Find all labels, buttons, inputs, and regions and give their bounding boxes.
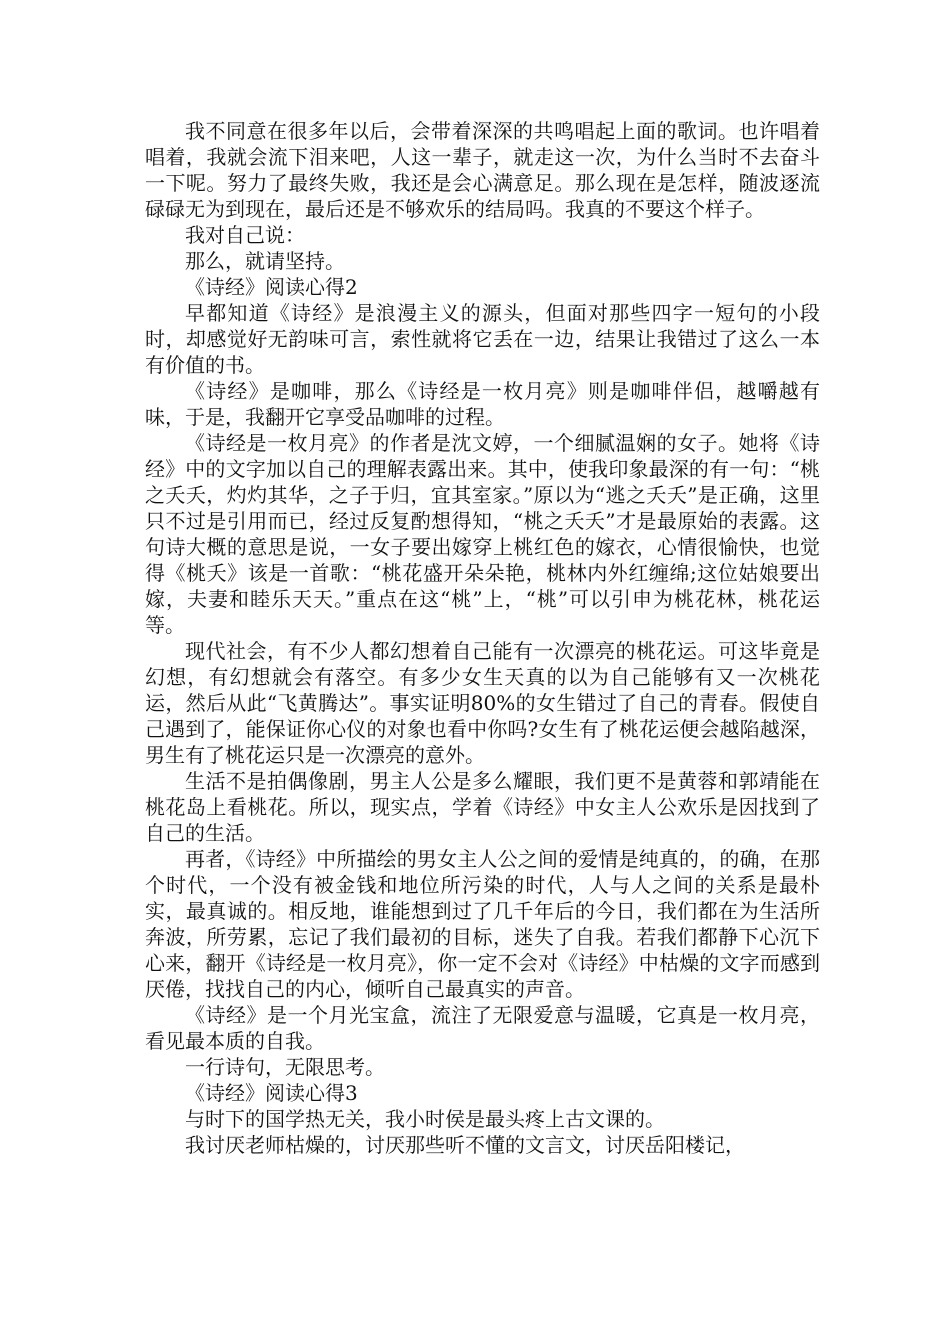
paragraph: 我不同意在很多年以后，会带着深深的共鸣唱起上面的歌词。也许唱着唱着，我就会流下泪来吧，人这一辈子，就走这一次，为什么当时不去奋斗一下呢。努力了最终失败，我还是会心满意足。那么现在是怎样，随波逐流碌碌无为到现在，最后还是不够欢乐的结局吗。我真的不要这个样子。 xyxy=(145,119,820,221)
paragraph: 生活不是拍偶像剧，男主人公是多么耀眼，我们更不是黄蓉和郭靖能在桃花岛上看桃花。所以，现实点，学着《诗经》中女主人公欢乐是因找到了自己的生活。 xyxy=(145,769,820,845)
paragraph: 再者，《诗经》中所描绘的男女主人公之间的爱情是纯真的，的确，在那个时代，一个没有被金钱和地位所污染的时代，人与人之间的关系是最朴实，最真诚的。相反地，谁能想到过了几千年后的今日，我们都在为生活所奔波，所劳累，忘记了我们最初的目标，迷失了自我。若我们都静下心沉下心来，翻开《诗经是一枚月亮》，你一定不会对《诗经》中枯燥的文字而感到厌倦，找找自己的内心，倾听自己最真实的声音。 xyxy=(145,847,820,1001)
section-heading: 《诗经》阅读心得2 xyxy=(185,275,358,299)
paragraph: 《诗经》是一个月光宝盒，流注了无限爱意与温暖，它真是一枚月亮，看见最本质的自我。 xyxy=(145,1003,820,1053)
paragraph: 现代社会，有不少人都幻想着自己能有一次漂亮的桃花运。可这毕竟是幻想，有幻想就会有落空。有多少女生天真的以为自己能够有又一次桃花运，然后从此“飞黄腾达”。事实证明80%的女生错过了自己的青春。假使自己遇到了，能保证你心仪的对象也看中你吗?女生有了桃花运便会越陷越深，男生有了桃花运只是一次漂亮的意外。 xyxy=(145,639,820,767)
section-heading: 《诗经》阅读心得3 xyxy=(185,1081,358,1105)
paragraph: 《诗经》是咖啡，那么《诗经是一枚月亮》则是咖啡伴侣，越嚼越有味，于是，我翻开它享受品咖啡的过程。 xyxy=(145,379,820,429)
paragraph: 一行诗句，无限思考。 xyxy=(185,1055,385,1079)
paragraph: 那么，就请坚持。 xyxy=(185,249,345,273)
paragraph: 与时下的国学热无关，我小时侯是最头疼上古文课的。 xyxy=(185,1107,665,1131)
document-body xyxy=(145,118,820,1158)
paragraph: 《诗经是一枚月亮》的作者是沈文婷，一个细腻温娴的女子。她将《诗经》中的文字加以自己的理解表露出来。其中，使我印象最深的有一句：“桃之夭夭，灼灼其华，之子于归，宜其室家。”原以为“逃之夭夭”是正确，这里只不过是引用而已，经过反复酌想得知，“桃之夭夭”才是最原始的表露。这句诗大概的意思是说，一女子要出嫁穿上桃红色的嫁衣，心情很愉快，也觉得《桃夭》该是一首歌：“桃花盛开朵朵艳，桃林内外红缠绵;这位姑娘要出嫁，夫妻和睦乐天天。”重点在这“桃”上，“桃”可以引申为桃花林，桃花运等。 xyxy=(145,431,820,637)
paragraph: 我讨厌老师枯燥的，讨厌那些听不懂的文言文，讨厌岳阳楼记， xyxy=(185,1133,745,1157)
paragraph: 早都知道《诗经》是浪漫主义的源头，但面对那些四字一短句的小段时，却感觉好无韵味可言，索性就将它丢在一边，结果让我错过了这么一本有价值的书。 xyxy=(145,301,820,377)
paragraph: 我对自己说： xyxy=(185,223,305,247)
